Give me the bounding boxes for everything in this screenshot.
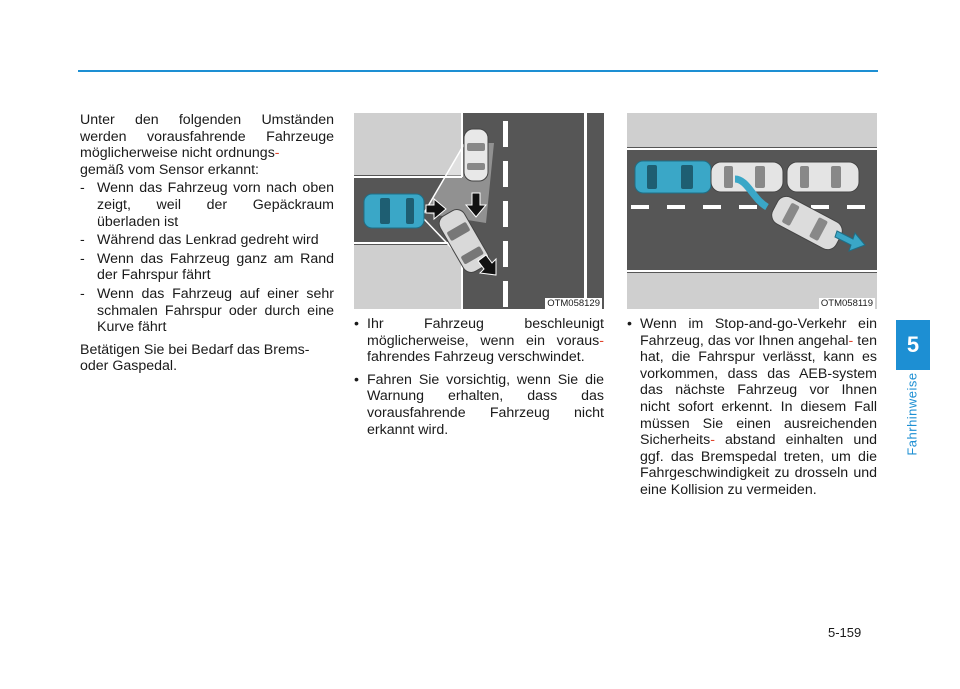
intro-text: Unter den folgenden Umständen werden vorausfahrende Fahrzeuge möglicherweise nicht ordnungs [80,112,334,162]
list-item-text: Fahren Sie vorsichtig, wenn Sie die Warnung erhalten, dass das vorausfahrende Fahrzeug nicht erkannt wird. [367,371,604,438]
list-item-text: Wenn das Fahrzeug ganz am Rand der Fahrspur fährt [97,250,334,284]
hyphen: - [848,332,854,349]
header-rule [78,70,878,72]
dash-marker: - [80,180,85,197]
figure-stop-and-go [627,113,877,309]
list-item [80,232,334,249]
hyphen: - [599,332,604,349]
dash-marker: - [80,250,85,267]
intro-text-end: gemäß vom Sensor erkannt: [80,161,259,178]
text-part: ten hat, die Fahrspur verlässt, kann es vorkommen, dass das AEB-system das nächste Fahrzeug vor Ihnen nicht sofort erkennt. In diesem Fall müssen Sie einen ausreichenden Sicherheits [640,332,877,449]
bullet-marker: • [354,371,359,388]
bullet-marker: • [627,316,632,332]
list-item-text: Wenn das Fahrzeug auf einer sehr schmalen Fahrspur oder durch eine Kurve fährt [97,285,334,336]
intersection-turning-car-illustration [354,113,604,309]
figure-code: OTM058119 [820,298,873,309]
dash-marker: - [80,285,85,302]
text-part: abstand einhalten und ggf. das Bremspedal treten, um die Fahrgeschwindigkeit zu drosseln und eine Kollision zu vermeiden. [640,432,877,498]
list-item-text: Wenn das Fahrzeug vorn nach oben zeigt, weil der Gepäckraum überladen ist [97,180,334,230]
intro-paragraph [80,112,334,178]
text-part: Wenn im Stop-and-go-Verkehr ein Fahrzeug, das vor Ihnen angehal [640,316,877,349]
figure-intersection [354,113,604,309]
left-column [80,112,334,375]
list-item-text [367,316,604,366]
right-column [627,316,877,499]
chapter-title: Fahrhinweise [904,372,920,456]
text-part: fahrendes Fahrzeug verschwindet. [367,349,585,366]
figure-code: OTM058129 [547,298,600,309]
list-item-text [640,316,877,499]
list-item [354,316,604,366]
hyphen: - [710,432,715,449]
page-number: 5-159 [828,625,862,640]
hyphen: - [274,145,280,162]
list-item [354,372,604,438]
list-item [627,316,877,499]
text-part: Ihr Fahrzeug beschleunigt möglicherweise, wenn ein voraus [367,316,604,349]
outro-paragraph: Betätigen Sie bei Bedarf das Brems- oder Gaspedal. [80,341,310,375]
list-item [80,251,334,284]
chapter-number-tab: 5 [896,320,930,370]
list-item-text: Während das Lenkrad gedreht wird [97,232,319,249]
middle-column [354,316,604,438]
bullet-marker: • [354,316,359,332]
list-item [80,180,334,230]
dash-marker: - [80,232,85,249]
stop-and-go-lane-change-illustration [627,113,877,309]
list-item [80,286,334,336]
